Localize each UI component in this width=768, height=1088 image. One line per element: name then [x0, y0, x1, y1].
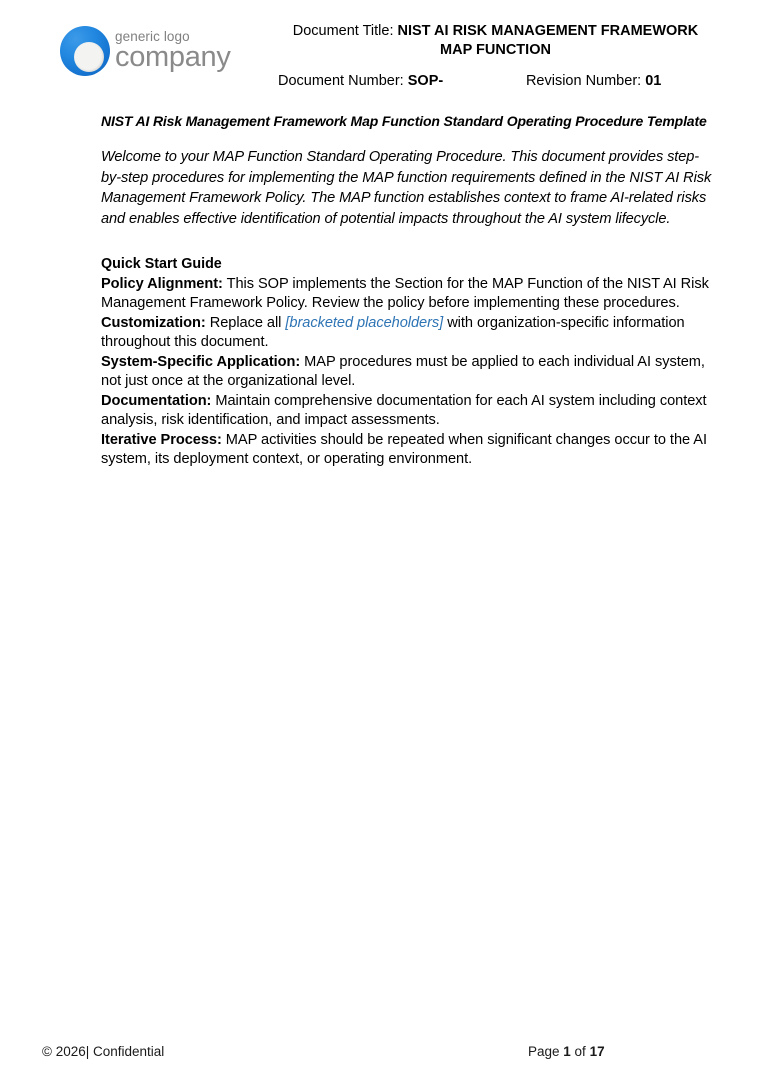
text-documentation: Maintain comprehensive documentation for each AI system including context analysis, risk identification, and impact assessments.: [101, 392, 707, 428]
bracketed-placeholder: [bracketed placeholders]: [285, 314, 444, 331]
text-system-specific-application: MAP procedures must be applied to each individual AI system, not just once at the organizational level.: [101, 353, 705, 389]
logo-tagline: generic logo: [115, 28, 190, 44]
document-title-label: Document Title:: [292, 23, 394, 39]
footer-total-pages: 17: [589, 1044, 605, 1059]
footer-current-page: 1: [563, 1044, 571, 1059]
document-title-value-line2: MAP FUNCTION: [440, 42, 551, 58]
text-customization-after: with organization-specific information throughout this document.: [101, 314, 685, 350]
document-title-value-line1: NIST AI RISK MANAGEMENT FRAMEWORK: [397, 23, 699, 39]
text-policy-alignment: This SOP implements the Section for the MAP Function of the NIST AI Risk Management Framework Policy. Review the policy before implementing these procedures.: [101, 275, 709, 311]
quick-start-item-system-specific-application: [101, 353, 713, 392]
term-documentation: Documentation:: [101, 392, 212, 409]
footer-page-word: Page: [528, 1044, 564, 1059]
footer-of-word: of: [570, 1044, 590, 1059]
footer-copyright: © 2026| Confidential: [42, 1044, 165, 1059]
document-footer: [42, 1043, 726, 1061]
revision-number-value: 01: [645, 73, 662, 89]
revision-number-group: [526, 72, 713, 90]
quick-start-item-policy-alignment: [101, 275, 713, 314]
logo-wordmark: [115, 30, 231, 72]
footer-page-number: [528, 1043, 605, 1061]
document-header: [60, 22, 713, 90]
document-number-value: SOP-: [407, 73, 444, 89]
header-meta-block: [270, 22, 713, 90]
text-iterative-process: MAP activities should be repeated when significant changes occur to the AI system, its deployment context, or operating environment.: [101, 431, 707, 467]
document-meta-row: [278, 72, 713, 90]
circle-logo-icon: [60, 26, 110, 76]
logo-company-name: company: [115, 41, 231, 74]
document-subtitle: NIST AI Risk Management Framework Map Function Standard Operating Procedure Template: [101, 113, 707, 129]
document-body: [101, 112, 713, 470]
term-system-specific-application: System-Specific Application:: [101, 353, 301, 370]
document-number-group: [278, 72, 526, 90]
quick-start-item-documentation: [101, 392, 713, 431]
document-number-label: Document Number:: [278, 73, 404, 89]
quick-start-item-iterative-process: [101, 431, 713, 470]
revision-number-label: Revision Number:: [525, 73, 642, 89]
logo-inner-circle: [74, 42, 104, 72]
text-customization-before: Replace all: [205, 314, 286, 331]
term-iterative-process: Iterative Process:: [101, 431, 222, 448]
company-logo: [60, 22, 270, 76]
intro-paragraph: Welcome to your MAP Function Standard Operating Procedure. This document provides step-by-step procedures for implementing the MAP function requirements defined in the NIST AI Risk Management Framework Policy. The MAP function establishes context to frame AI-related risks and enables effective identification of potential impacts throughout the AI system lifecycle.: [101, 149, 712, 227]
document-title-row: [278, 22, 713, 60]
term-policy-alignment: Policy Alignment:: [101, 275, 223, 292]
quick-start-item-customization: [101, 314, 713, 353]
term-customization: Customization:: [101, 314, 206, 331]
quick-start-heading: Quick Start Guide: [101, 256, 222, 272]
